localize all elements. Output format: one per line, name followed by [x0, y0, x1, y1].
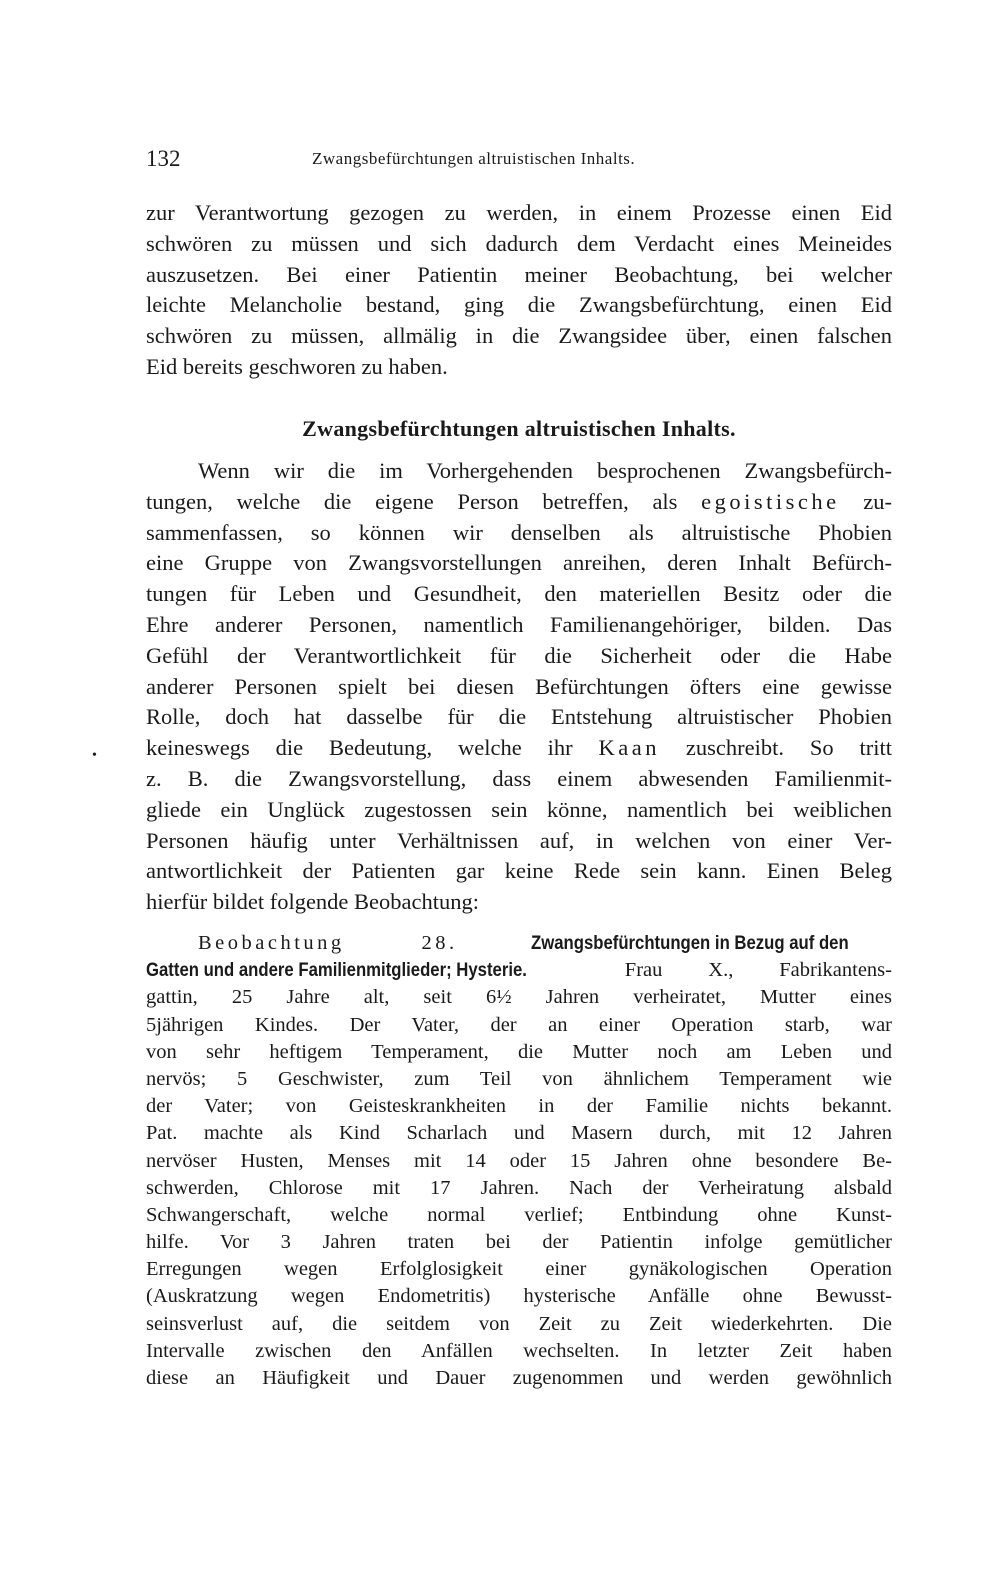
text-line: nervöser Husten, Menses mit 14 oder 15 Jahren ohne besondere Be-: [146, 1149, 892, 1172]
text-line: hierfür bildet folgende Beobachtung:: [146, 889, 480, 915]
text-line: Rolle, doch hat dasselbe für die Entstehung altruistischer Phobien: [146, 704, 892, 730]
text-line: tungen für Leben und Gesundheit, den materiellen Besitz oder die: [146, 581, 892, 607]
text-line: diese an Häufigkeit und Dauer zugenommen und werden gewöhnlich: [146, 1367, 892, 1389]
text-line: Schwangerschaft, welche normal verlief; Entbindung ohne Kunst-: [146, 1203, 892, 1226]
paragraph-continuation: [146, 198, 892, 383]
observation-title-cont: Gatten und andere Familienmitglieder; Hysterie.: [146, 960, 527, 982]
text-line: zur Verantwortung gezogen zu werden, in einem Prozesse einen Eid: [146, 200, 892, 225]
case-observation: [146, 930, 892, 1392]
text-line: Gatten und andere Familienmitglieder; Hysterie. Frau X., Fabrikantens-: [146, 957, 892, 984]
text-line: keineswegs die Bedeutung, welche ihr Kaan zuschreibt. So tritt: [146, 735, 892, 761]
text-line: Eid bereits geschworen zu haben.: [146, 353, 448, 379]
text-line: leichte Melancholie bestand, ging die Zwangsbefürchtung, einen Eid: [146, 292, 892, 318]
text-line: schwören zu müssen, allmälig in die Zwangsidee über, einen falschen: [146, 323, 892, 349]
text-line: Ehre anderer Personen, namentlich Familienangehöriger, bilden. Das: [146, 611, 892, 637]
text-line: gliede ein Unglück zugestossen sein könne, namentlich bei weiblichen: [146, 796, 892, 822]
text-line: Wenn wir die im Vorhergehenden besprochenen Zwangsbefürch-: [198, 458, 892, 483]
author-name-spaced: Kaan: [598, 735, 660, 761]
section-heading: Zwangsbefürchtungen altruistischen Inhalts.: [302, 416, 736, 441]
text-line: 5jährigen Kindes. Der Vater, der an einer Operation starb, war: [146, 1013, 892, 1036]
text-line: (Auskratzung wegen Endometritis) hysterische Anfälle ohne Bewusst-: [146, 1285, 892, 1308]
text-line: sammenfassen, so können wir denselben als altruistische Phobien: [146, 519, 892, 545]
text-line: anderer Personen spielt bei diesen Befürchtungen öfters eine gewisse: [146, 673, 892, 699]
text-line: nervös; 5 Geschwister, zum Teil von ähnlichem Temperament wie: [146, 1067, 892, 1090]
text-line: der Vater; von Geisteskrankheiten in der Familie nichts bekannt.: [146, 1095, 892, 1118]
text-line: z. B. die Zwangsvorstellung, dass einem abwesenden Familienmit-: [146, 765, 892, 791]
text-line: Gefühl der Verantwortlichkeit für die Sicherheit oder die Habe: [146, 642, 892, 668]
text-line: [146, 930, 892, 957]
text-line: seinsverlust auf, die seitdem von Zeit zu Zeit wiederkehrten. Die: [146, 1312, 892, 1335]
text-line: schwerden, Chlorose mit 17 Jahren. Nach der Verheiratung alsbald: [146, 1176, 892, 1199]
margin-mark: •: [92, 748, 97, 763]
text-line: schwören zu müssen und sich dadurch dem Verdacht eines Meineides: [146, 230, 892, 256]
text-line: von sehr heftigem Temperament, die Mutter noch am Leben und: [146, 1040, 892, 1063]
text-line: hilfe. Vor 3 Jahren traten bei der Patientin infolge gemütlicher: [146, 1231, 892, 1254]
text-line: Personen häufig unter Verhältnissen auf, in welchen von einer Ver-: [146, 827, 892, 853]
text-line: tungen, welche die eigene Person betreffen, als egoistische zu-: [146, 488, 893, 514]
paragraph-intro: [146, 456, 892, 918]
text-line: Pat. machte als Kind Scharlach und Masern durch, mit 12 Jahren: [146, 1122, 892, 1145]
text-line: gattin, 25 Jahre alt, seit 6½ Jahren verheiratet, Mutter eines: [146, 986, 892, 1009]
observation-label: Beobachtung 28.: [198, 932, 458, 954]
text-line: Intervalle zwischen den Anfällen wechselten. In letzter Zeit haben: [146, 1339, 892, 1362]
text-line: antwortlichkeit der Patienten gar keine Rede sein kann. Einen Beleg: [146, 858, 892, 884]
observation-title: Zwangsbefürchtungen in Bezug auf den: [531, 933, 849, 954]
text-line: auszusetzen. Bei einer Patientin meiner Beobachtung, bei welcher: [146, 261, 892, 287]
emphasis-spaced: egoistische: [701, 488, 840, 514]
text-line: eine Gruppe von Zwangsvorstellungen anreihen, deren Inhalt Befürch-: [146, 550, 892, 576]
page-number: 132: [146, 146, 181, 171]
running-title: Zwangsbefürchtungen altruistischen Inhalts.: [312, 149, 636, 168]
text-line: Erregungen wegen Erfolglosigkeit einer gynäkologischen Operation: [146, 1258, 892, 1281]
page-header: [146, 146, 892, 176]
